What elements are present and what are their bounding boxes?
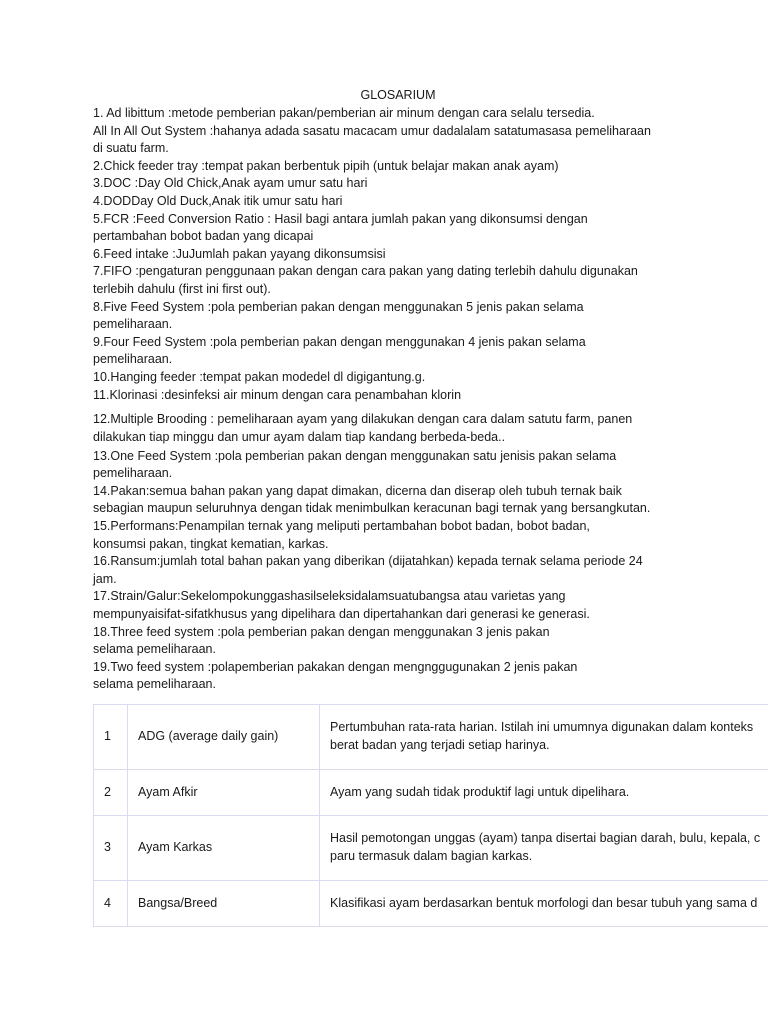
entry-line: pemeliharaan. [93, 466, 173, 481]
table-row [94, 816, 768, 881]
row-number: 4 [94, 881, 128, 927]
row-number: 1 [94, 705, 128, 770]
table-row [94, 705, 768, 770]
row-definition [320, 770, 768, 816]
definition-line: Pertumbuhan rata-rata harian. Istilah ini umumnya digunakan dalam konteks [330, 720, 754, 735]
glossary-table [93, 704, 768, 927]
entry-line: terlebih dahulu (first ini first out). [93, 281, 271, 296]
glossary-entry-6 [93, 246, 713, 264]
entry-line: selama pemeliharaan. [93, 677, 216, 692]
entry-line: sebagian maupun seluruhnya dengan tidak menimbulkan keracunan bagi ternak yang bersangkutan. [93, 501, 651, 516]
entry-line: 5.FCR :Feed Conversion Ratio : Hasil bagi antara jumlah pakan yang dikonsumsi dengan [93, 211, 588, 226]
definition-line: Hasil pemotongan unggas (ayam) tanpa disertai bagian darah, bulu, kepala, c [330, 831, 761, 846]
glossary-entry-15 [93, 518, 713, 553]
glossary-entry-13 [93, 448, 713, 483]
entry-line: 13.One Feed System :pola pemberian pakan dengan menggunakan satu jenisis pakan selama [93, 448, 617, 463]
entry-line: konsumsi pakan, tingkat kematian, karkas. [93, 536, 329, 551]
entry-line: pertambahan bobot badan yang dicapai [93, 229, 314, 244]
row-term: Ayam Karkas [128, 816, 320, 881]
entry-line: 15.Performans:Penampilan ternak yang meliputi pertambahan bobot badan, bobot badan, [93, 519, 590, 533]
entry-line: 14.Pakan:semua bahan pakan yang dapat dimakan, dicerna dan diserap oleh tubuh ternak baik [93, 483, 622, 498]
row-term: ADG (average daily gain) [128, 705, 320, 770]
definition-line: paru termasuk dalam bagian karkas. [330, 849, 533, 863]
row-term: Ayam Afkir [128, 770, 320, 816]
entry-line: jam. [93, 571, 117, 586]
row-number: 2 [94, 770, 128, 816]
glossary-entry-9 [93, 334, 713, 369]
entry-line: 8.Five Feed System :pola pemberian pakan dengan menggunakan 5 jenis pakan selama [93, 299, 584, 314]
row-definition [320, 881, 768, 927]
entry-line: pemeliharaan. [93, 352, 173, 367]
entry-line: 1. Ad libittum :metode pemberian pakan/pemberian air minum dengan cara selalu tersedia. [93, 106, 595, 120]
entry-line: 16.Ransum:jumlah total bahan pakan yang diberikan (dijatahkan) kepada ternak selama periode 24 [93, 554, 643, 569]
glossary-entry-12 [93, 411, 713, 446]
row-term: Bangsa/Breed [128, 881, 320, 927]
glossary-entry-14 [93, 483, 713, 518]
glossary-entry-1 [93, 105, 713, 123]
entry-line: selama pemeliharaan. [93, 642, 216, 657]
glossary-entry-8 [93, 299, 713, 334]
glossary-entry-17 [93, 588, 713, 623]
definition-line: Klasifikasi ayam berdasarkan bentuk morfologi dan besar tubuh yang sama d [330, 895, 758, 910]
entry-line: dilakukan tiap minggu dan umur ayam dalam tiap kandang berbeda-beda.. [93, 429, 506, 444]
definition-line: berat badan yang terjadi setiap harinya. [330, 738, 550, 752]
page-title: GLOSARIUM [360, 88, 436, 102]
table-row [94, 881, 768, 927]
entry-line: 3.DOC :Day Old Chick,Anak ayam umur satu hari [93, 176, 368, 191]
definition-line: Ayam yang sudah tidak produktif lagi untuk dipelihara. [330, 784, 630, 799]
glossary-entry-10 [93, 369, 713, 387]
row-definition [320, 816, 768, 881]
glossary-entry-11 [93, 387, 713, 405]
entry-line: pemeliharaan. [93, 317, 173, 332]
entry-line: 18.Three feed system :pola pemberian pakan dengan menggunakan 3 jenis pakan [93, 624, 550, 639]
entry-line: 19.Two feed system :polapemberian pakakan dengan mengnggugunakan 2 jenis pakan [93, 659, 578, 674]
entry-line: 12.Multiple Brooding : pemeliharaan ayam yang dilakukan dengan cara dalam satutu farm, panen [93, 412, 633, 426]
glossary-entry-18 [93, 624, 713, 659]
entry-line: mempunyaisifat-sifatkhusus yang dipelihara dan dipertahankan dari generasi ke generasi. [93, 606, 590, 621]
glossary-entry-all-in-all-out [93, 123, 713, 158]
entry-line: 2.Chick feeder tray :tempat pakan berbentuk pipih (untuk belajar makan anak ayam) [93, 158, 559, 173]
glossary-entry-3 [93, 175, 713, 193]
table-row [94, 770, 768, 816]
entry-line: 10.Hanging feeder :tempat pakan modedel dl digigantung.g. [93, 370, 426, 384]
glossary-entry-16 [93, 553, 713, 588]
entry-line: 9.Four Feed System :pola pemberian pakan dengan menggunakan 4 jenis pakan selama [93, 334, 586, 349]
row-definition [320, 705, 768, 770]
glossary-entry-2 [93, 158, 713, 176]
glossary-entry-7 [93, 263, 713, 298]
entry-line: All In All Out System :hahanya adada sasatu macacam umur dadalalam satatumasasa pemeliharaan [93, 123, 651, 138]
entry-line: 11.Klorinasi :desinfeksi air minum dengan cara penambahan klorin [93, 387, 462, 402]
entry-line: 7.FIFO :pengaturan penggunaan pakan dengan cara pakan yang dating terlebih dahulu digunakan [93, 264, 638, 279]
glossary-entry-5 [93, 211, 713, 246]
entry-line: 6.Feed intake :JuJumlah pakan yayang dikonsumsisi [93, 246, 386, 261]
glossary-entry-4 [93, 193, 713, 211]
glossary-entry-19 [93, 659, 713, 694]
entry-line: 4.DODDay Old Duck,Anak itik umur satu hari [93, 194, 343, 208]
entry-line: 17.Strain/Galur:Sekelompokunggashasilseleksidalamsuatubangsa atau varietas yang [93, 589, 566, 604]
row-number: 3 [94, 816, 128, 881]
entry-line: di suatu farm. [93, 141, 169, 156]
